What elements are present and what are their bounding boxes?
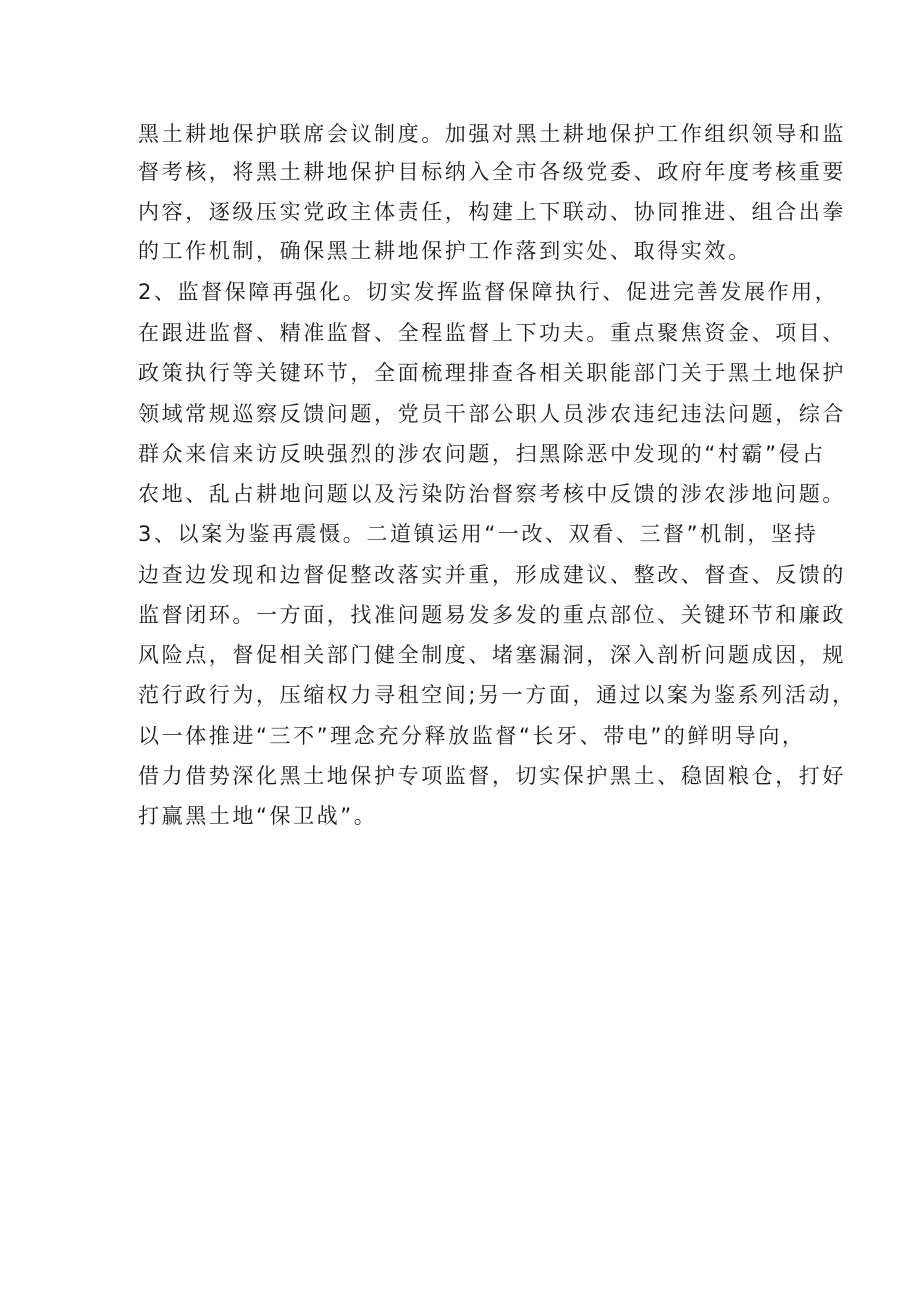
paragraph-line: 监督闭环。一方面，找准问题易发多发的重点部位、关键环节和廉政 xyxy=(138,603,846,627)
paragraph-line: 在跟进监督、精准监督、全程监督上下功夫。重点聚焦资金、项目、 xyxy=(138,321,846,345)
paragraph-line: 政策执行等关键环节，全面梳理排查各相关职能部门关于黑土地保护 xyxy=(138,361,846,385)
paragraph-line: 农地、乱占耕地问题以及污染防治督察考核中反馈的涉农涉地问题。 xyxy=(138,482,846,506)
paragraph-line: 风险点，督促相关部门健全制度、堵塞漏洞，深入剖析问题成因，规 xyxy=(138,643,846,667)
paragraph-line: 群众来信来访反映强烈的涉农问题，扫黑除恶中发现的“村霸”侵占 xyxy=(138,442,826,466)
paragraph-line: 的工作机制，确保黑土耕地保护工作落到实处、取得实效。 xyxy=(138,239,752,263)
section-2-heading-line: 2、监督保障再强化。切实发挥监督保障执行、促进完善发展作用， xyxy=(138,280,839,304)
paragraph-line: 黑土耕地保护联席会议制度。加强对黑土耕地保护工作组织领导和监 xyxy=(138,122,846,146)
paragraph-line: 边查边发现和边督促整改落实并重，形成建议、整改、督查、反馈的 xyxy=(138,563,846,587)
paragraph-line: 督考核，将黑土耕地保护目标纳入全市各级党委、政府年度考核重要 xyxy=(138,160,846,184)
section-3-heading-line: 3、以案为鉴再震慑。二道镇运用“一改、双看、三督”机制，坚持 xyxy=(138,522,819,546)
paragraph-line: 内容，逐级压实党政主体责任，构建上下联动、协同推进、组合出拳 xyxy=(138,200,846,224)
paragraph-line: 范行政行为，压缩权力寻租空间;另一方面，通过以案为鉴系列活动， xyxy=(138,683,856,707)
paragraph-line: 借力借势深化黑土地保护专项监督，切实保护黑土、稳固粮仓，打好 xyxy=(138,764,846,788)
paragraph-line: 打赢黑土地“保卫战”。 xyxy=(138,804,378,828)
paragraph-line: 领域常规巡察反馈问题，党员干部公职人员涉农违纪违法问题，综合 xyxy=(138,402,846,426)
paragraph-line: 以一体推进“三不”理念充分释放监督“长牙、带电”的鲜明导向， xyxy=(138,724,806,748)
